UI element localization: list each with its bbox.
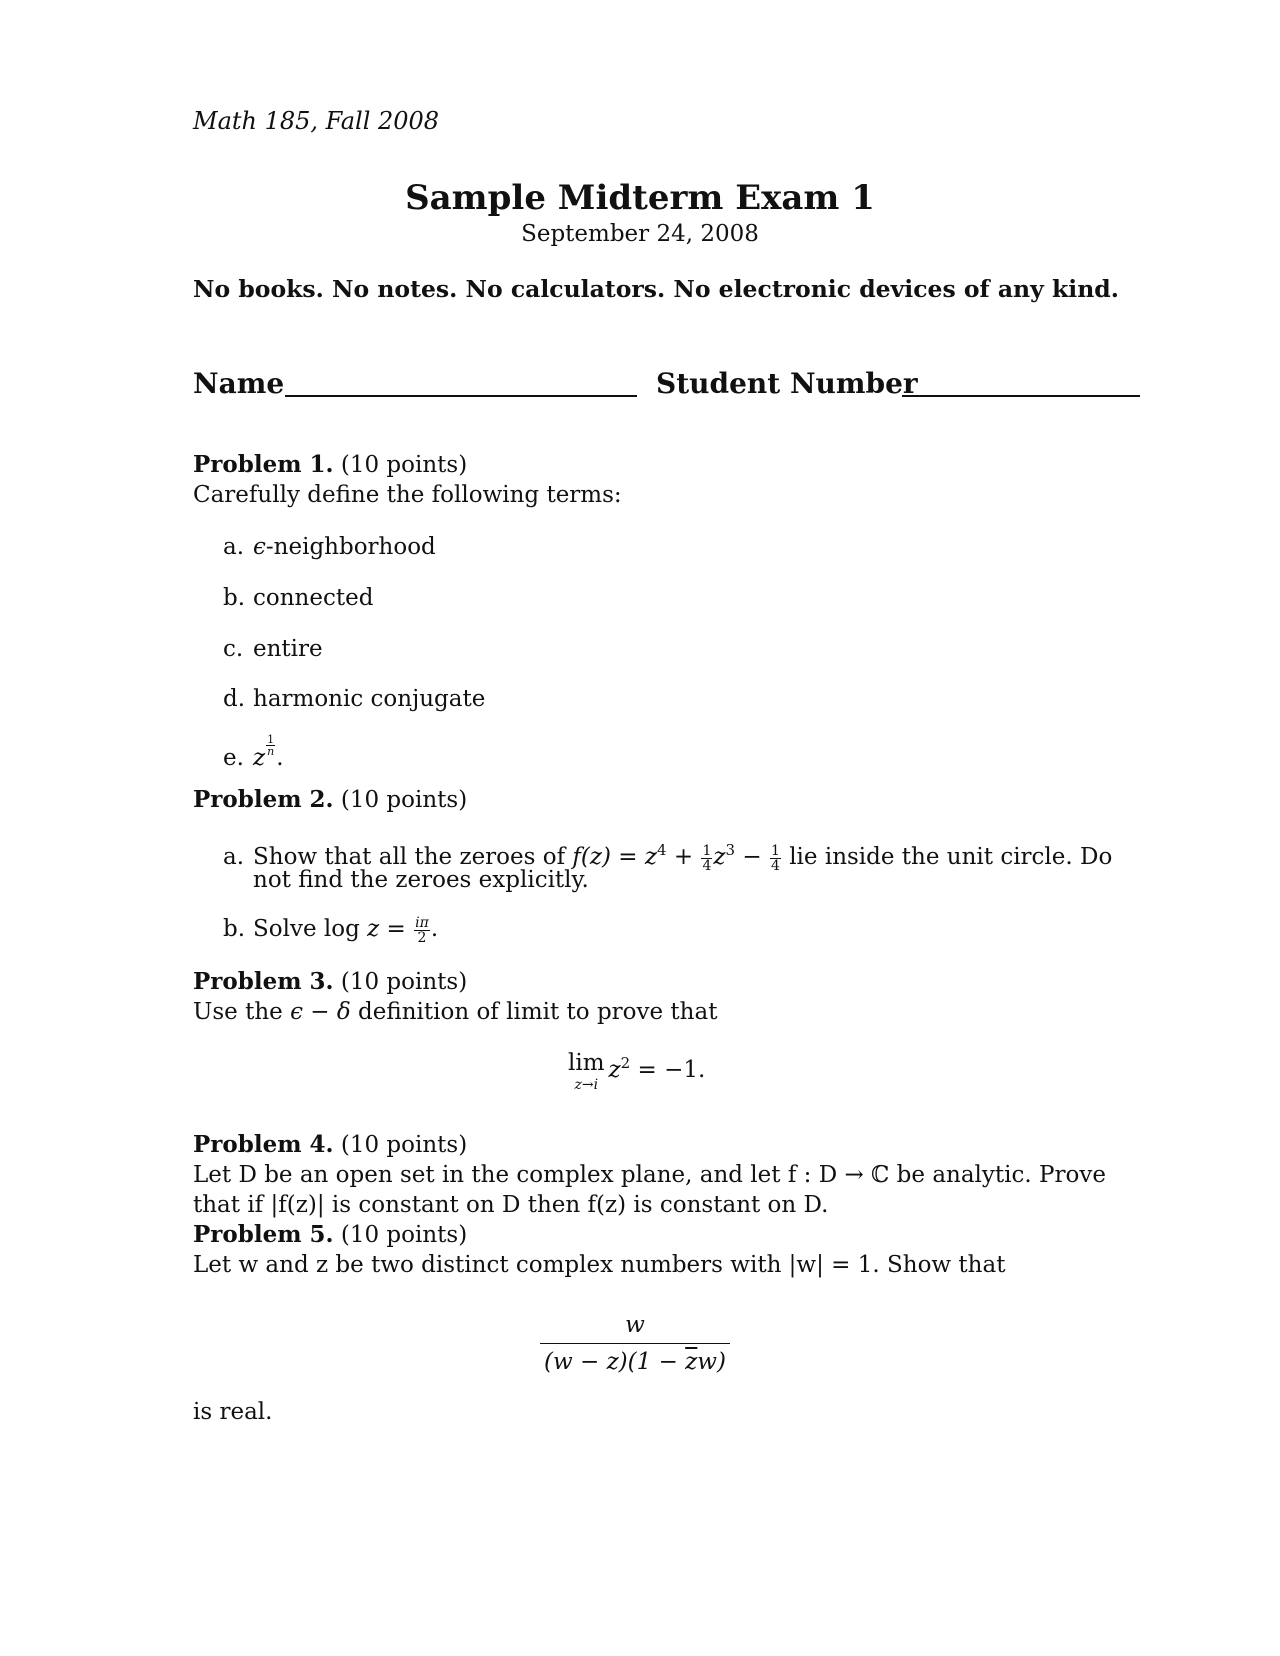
problem-heading: Problem 1. — [193, 451, 334, 478]
problem-1-item-b: b. connected — [223, 585, 374, 611]
problem-points: (10 points) — [340, 452, 468, 478]
exam-rules: No books. No notes. No calculators. No electronic devices of any kind. — [193, 275, 1119, 303]
problem-1-item-c: c. entire — [223, 636, 323, 662]
problem-2-item-a-cont: not find the zeroes explicitly. — [253, 867, 589, 893]
student-number-line[interactable] — [902, 395, 1140, 397]
problem-3-text: Use the ϵ − δ definition of limit to prove that — [193, 999, 718, 1025]
course-header: Math 185, Fall 2008 — [193, 107, 440, 135]
problem-5-display-fraction: $\frac{w}{(w - z)(1 - \overline{z}w)}$ — [540, 1310, 730, 1377]
problem-2-item-b: b. Solve log z = $\frac{i\pi}{2}$ . — [223, 914, 439, 946]
name-line[interactable] — [285, 395, 637, 397]
problem-4-line-1: Let D be an open set in the complex plane, and let f : D → ℂ be analytic. Prove — [193, 1162, 1106, 1188]
fraction-i-pi-over-2: $\frac{i\pi}{2}$ — [415, 914, 429, 946]
problem-1-item-a: a. ϵ-neighborhood — [223, 534, 436, 560]
exponent-fraction: $\frac{1}{n}$ — [267, 733, 275, 758]
student-number-label: Student Number — [656, 367, 918, 400]
problem-5-conclusion: is real. — [193, 1399, 273, 1425]
problem-4-heading: Problem 4. (10 points) — [193, 1131, 468, 1158]
limit-operator: lim z→i — [568, 1050, 605, 1093]
problem-5-line-1: Let w and z be two distinct complex numbers with |w| = 1. Show that — [193, 1252, 1006, 1278]
problem-1-item-e: e. z $\frac{1}{n}$ . — [223, 733, 284, 771]
problem-5-heading: Problem 5. (10 points) — [193, 1221, 468, 1248]
problem-1-item-d: d. harmonic conjugate — [223, 686, 486, 712]
problem-1-intro: Carefully define the following terms: — [193, 482, 622, 508]
problem-4-line-2: that if |f(z)| is constant on D then f(z) is constant on D. — [193, 1192, 829, 1218]
problem-2-heading: Problem 2. (10 points) — [193, 786, 468, 813]
problem-3-heading: Problem 3. (10 points) — [193, 968, 468, 995]
fraction-one-quarter: $\frac{1}{4}$ — [770, 842, 780, 874]
problem-2-item-a: a. Show that all the zeroes of $f(z) = z^4$ + $\frac{1}{4}$ $z^3$ − $\frac{1}{4}$ lie inside the unit circle. Do — [223, 841, 1113, 874]
problem-1-heading — [193, 450, 467, 480]
exam-date: September 24, 2008 — [521, 221, 759, 247]
fraction-one-quarter: $\frac{1}{4}$ — [702, 842, 712, 874]
exam-title: Sample Midterm Exam 1 — [405, 178, 875, 218]
problem-3-display-math: lim z→i $z^2 = -1$. — [568, 1050, 706, 1093]
name-label: Name — [193, 367, 285, 400]
